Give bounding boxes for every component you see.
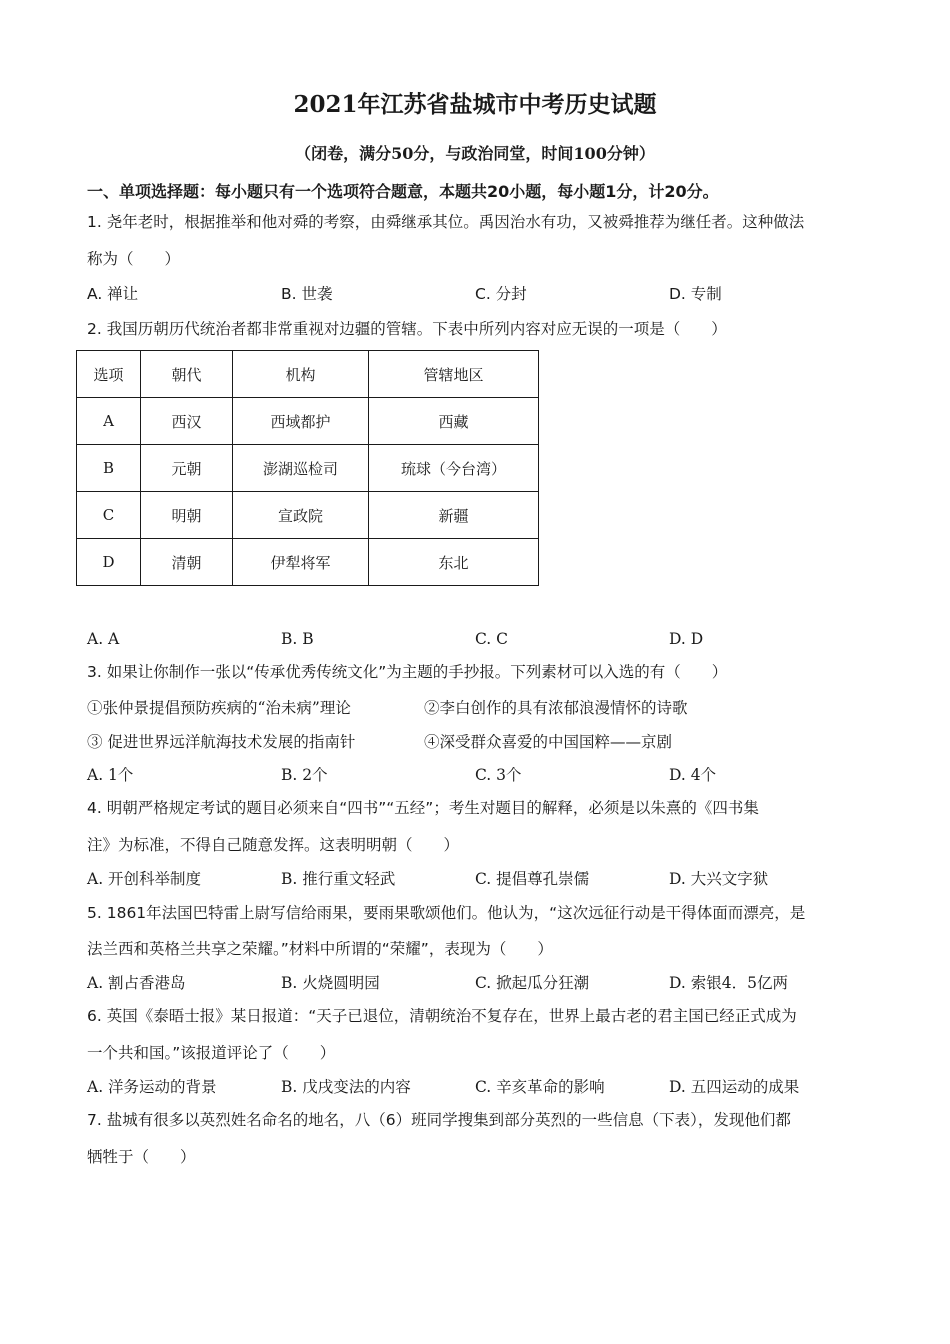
question-7-text-cont: 牺牲于（ ） [87,1148,196,1166]
table-cell: 西域都护 [233,398,369,445]
q4-option-d: D. 大兴文字狱 [669,870,769,888]
question-4-text-cont: 注》为标准，不得自己随意发挥。这表明明朝（ ） [87,836,460,854]
table-cell: 东北 [369,539,539,586]
table-cell: B [77,445,141,492]
q1-option-c: C. 分封 [475,285,527,303]
q2-option-a: A. A [87,630,120,648]
q6-option-c: C. 辛亥革命的影响 [475,1078,605,1096]
table-cell: 西汉 [141,398,233,445]
exam-conditions: （闭卷，满分50分，与政治同堂，时间100分钟） [295,144,655,163]
table-cell: A [77,398,141,445]
q3-item-2: ②李白创作的具有浓郁浪漫情怀的诗歌 [424,699,688,717]
q4-option-a: A. 开创科举制度 [87,870,202,888]
table-header-cell: 选项 [77,351,141,398]
table-header-row [77,351,539,398]
question-5-text-cont: 法兰西和英格兰共享之荣耀。”材料中所谓的“荣耀”，表现为（ ） [87,940,553,958]
table-row [77,492,539,539]
q2-option-b: B. B [281,630,314,648]
q3-item-4: ④深受群众喜爱的中国国粹——京剧 [424,733,673,751]
table-cell: 明朝 [141,492,233,539]
q5-option-d: D. 索银4．5亿两 [669,974,788,992]
question-1-text-cont: 称为（ ） [87,250,181,268]
section-heading: 一、单项选择题：每小题只有一个选项符合题意，本题共20小题，每小题1分，计20分。 [87,182,719,201]
table-row [77,398,539,445]
q2-border-table [76,350,539,586]
page-title: 2021年江苏省盐城市中考历史试题 [293,91,657,118]
table-cell: C [77,492,141,539]
q2-option-c: C. C [475,630,509,648]
table-row [77,445,539,492]
table-cell: 清朝 [141,539,233,586]
q5-option-c: C. 掀起瓜分狂潮 [475,974,590,992]
question-6-text: 6. 英国《泰晤士报》某日报道：“天子已退位，清朝统治不复存在，世界上最古老的君主国已经正式成为 [87,1007,797,1025]
q2-option-d: D. D [669,630,704,648]
q5-option-a: A. 割占香港岛 [87,974,186,992]
q4-option-c: C. 提倡尊孔崇儒 [475,870,590,888]
table-cell: 元朝 [141,445,233,492]
question-5-text: 5. 1861年法国巴特雷上尉写信给雨果，要雨果歌颂他们。他认为，“这次远征行动是干得体面而漂亮，是 [87,904,806,922]
question-6-text-cont: 一个共和国。”该报道评论了（ ） [87,1044,336,1062]
q4-option-b: B. 推行重文轻武 [281,870,396,888]
q3-option-a: A. 1个 [87,766,134,784]
table-header-cell: 朝代 [141,351,233,398]
q5-option-b: B. 火烧圆明园 [281,974,380,992]
q6-option-d: D. 五四运动的成果 [669,1078,800,1096]
q3-item-1: ①张仲景提倡预防疾病的“治未病”理论 [87,699,351,717]
q6-option-a: A. 洋务运动的背景 [87,1078,217,1096]
table-row [77,539,539,586]
q1-option-b: B. 世袭 [281,285,333,303]
question-2-text: 2. 我国历朝历代统治者都非常重视对边疆的管辖。下表中所列内容对应无误的一项是（ ） [87,320,727,338]
table-cell: 伊犁将军 [233,539,369,586]
table-cell: 澎湖巡检司 [233,445,369,492]
q3-option-c: C. 3个 [475,766,522,784]
q3-option-d: D. 4个 [669,766,717,784]
table-cell: 琉球（今台湾） [369,445,539,492]
question-7-text: 7. 盐城有很多以英烈姓名命名的地名，八（6）班同学搜集到部分英烈的一些信息（下表），发现他们都 [87,1111,791,1129]
q1-option-a: A. 禅让 [87,285,139,303]
table-header-cell: 机构 [233,351,369,398]
q6-option-b: B. 戊戌变法的内容 [281,1078,411,1096]
q3-option-b: B. 2个 [281,766,328,784]
q1-option-d: D. 专制 [669,285,722,303]
table-cell: 宣政院 [233,492,369,539]
q3-item-3: ③ 促进世界远洋航海技术发展的指南针 [87,733,356,751]
table-cell: 西藏 [369,398,539,445]
question-1-text: 1. 尧年老时，根据推举和他对舜的考察，由舜继承其位。禹因治水有功，又被舜推荐为继任者。这种做法 [87,213,805,231]
question-3-text: 3. 如果让你制作一张以“传承优秀传统文化”为主题的手抄报。下列素材可以入选的有（ ） [87,663,728,681]
table-header-cell: 管辖地区 [369,351,539,398]
table-cell: 新疆 [369,492,539,539]
question-4-text: 4. 明朝严格规定考试的题目必须来自“四书”“五经”；考生对题目的解释，必须是以朱熹的《四书集 [87,799,759,817]
table-cell: D [77,539,141,586]
